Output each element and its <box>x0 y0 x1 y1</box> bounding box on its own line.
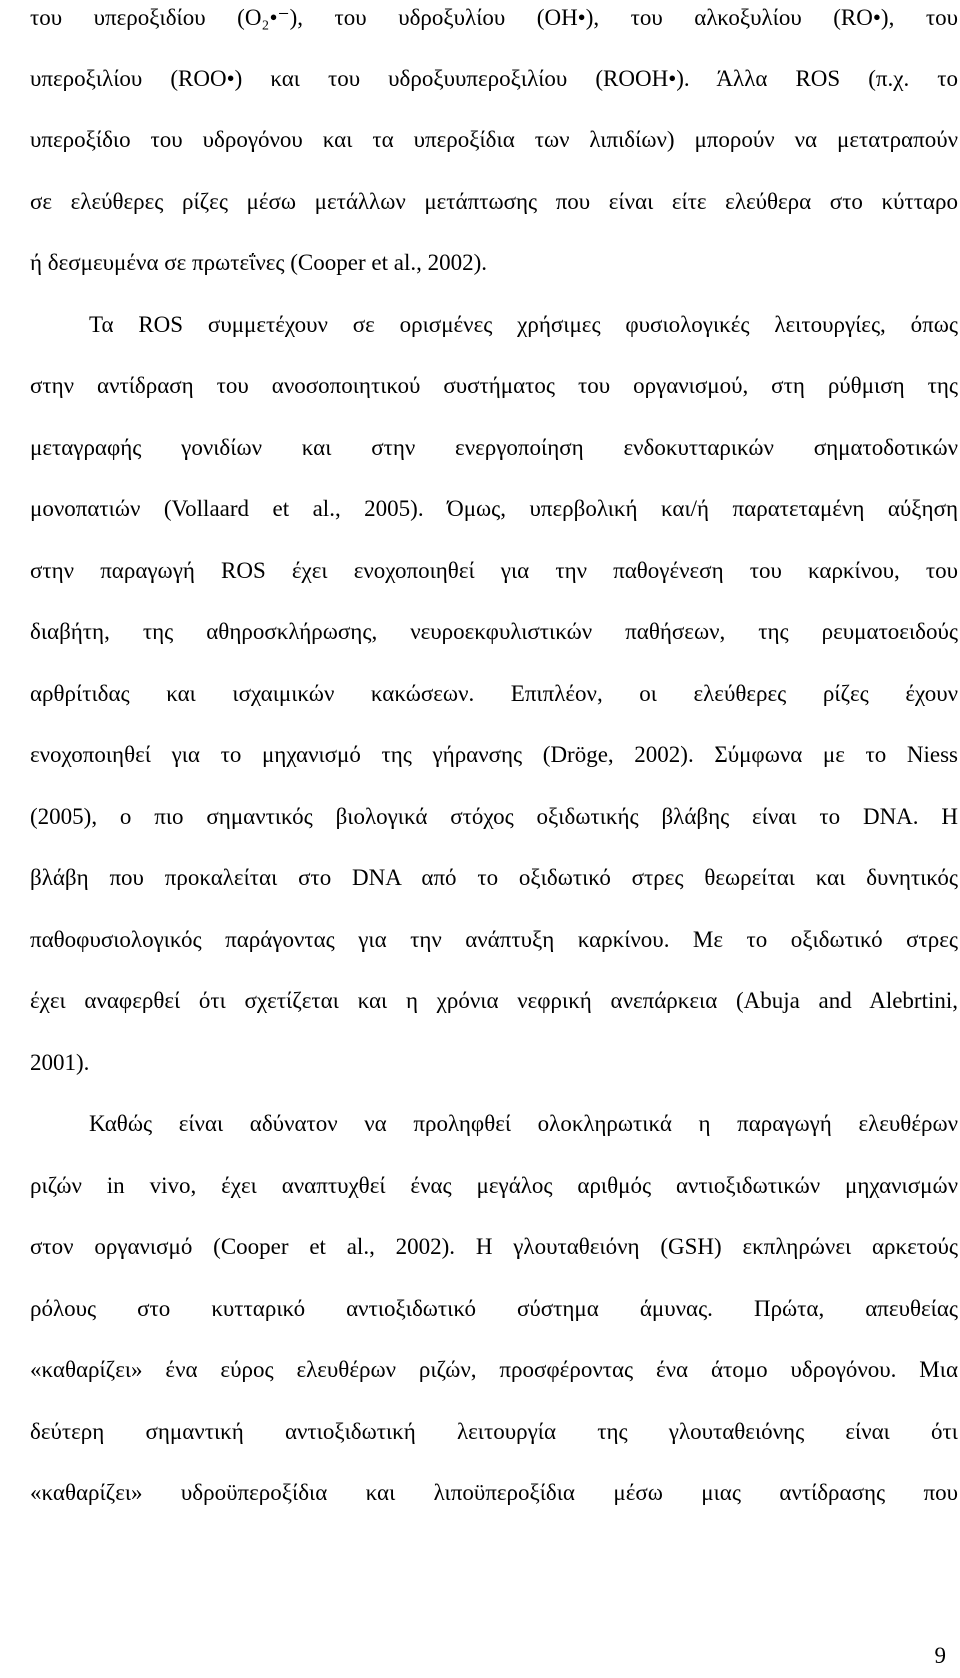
text-line: ή δεσμευμένα σε πρωτεΐνες (Cooper et al., 2002). <box>30 250 488 275</box>
text-line: σε ελεύθερες ρίζες μέσω μετάλλων μετάπτωσης που είναι είτε ελεύθερα στο κύτταρο <box>30 189 958 214</box>
text-line: στην αντίδραση του ανοσοποιητικού συστήματος του οργανισμού, στη ρύθμιση της <box>30 373 958 398</box>
text-line: δεύτερη σημαντική αντιοξιδωτική λειτουργία της γλουταθειόνης είναι ότι <box>30 1419 958 1444</box>
text-line: «καθαρίζει» υδροϋπεροξίδια και λιποϋπεροξίδια μέσω μιας αντίδρασης που <box>30 1480 958 1505</box>
text-line: έχει αναφερθεί ότι σχετίζεται και η χρόνια νεφρική ανεπάρκεια (Abuja and Alebrtini, <box>30 988 958 1013</box>
text-line: στην παραγωγή ROS έχει ενοχοποιηθεί για την παθογένεση του καρκίνου, του <box>30 558 958 583</box>
text-line: ενοχοποιηθεί για το μηχανισμό της γήρανσης (Dröge, 2002). Σύμφωνα με το Niess <box>30 742 958 767</box>
text-line: παθοφυσιολογικός παράγοντας για την ανάπτυξη καρκίνου. Με το οξιδωτικό στρες <box>30 927 958 952</box>
text-line: «καθαρίζει» ένα εύρος ελευθέρων ριζών, προσφέροντας ένα άτομο υδρογόνου. Μια <box>30 1357 958 1382</box>
text-line: στον οργανισμό (Cooper et al., 2002). Η γλουταθειόνη (GSH) εκπληρώνει αρκετούς <box>30 1234 958 1259</box>
text-line: υπεροξιλίου (ROO•) και του υδροξυυπεροξιλίου (ROOH•). Άλλα ROS (π.χ. το <box>30 66 958 91</box>
text-line: αρθρίτιδας και ισχαιμικών κακώσεων. Επιπλέον, οι ελεύθερες ρίζες έχουν <box>30 681 958 706</box>
text-line: μονοπατιών (Vollaard et al., 2005). Όμως, υπερβολική και/ή παρατεταμένη αύξηση <box>30 496 958 521</box>
text-line: Καθώς είναι αδύνατον να προληφθεί ολοκληρωτικά η παραγωγή ελευθέρων <box>89 1111 958 1136</box>
text-line: μεταγραφής γονιδίων και στην ενεργοποίηση ενδοκυτταρικών σηματοδοτικών <box>30 435 958 460</box>
text-line: 2001). <box>30 1050 90 1075</box>
text-line: Τα ROS συμμετέχουν σε ορισμένες χρήσιμες φυσιολογικές λειτουργίες, όπως <box>89 312 958 337</box>
text-line: (2005), ο πιο σημαντικός βιολογικά στόχος οξιδωτικής βλάβης είναι το DNA. Η <box>30 804 958 829</box>
text-line: υπεροξίδιο του υδρογόνου και τα υπεροξίδια των λιπιδίων) μπορούν να μετατραπούν <box>30 127 958 152</box>
text-line: ριζών in vivo, έχει αναπτυχθεί ένας μεγάλος αριθμός αντιοξιδωτικών μηχανισμών <box>30 1173 958 1198</box>
text-line: βλάβη που προκαλείται στο DNA από το οξιδωτικό στρες θεωρείται και δυνητικός <box>30 865 958 890</box>
text-line: ρόλους στο κυτταρικό αντιοξιδωτικό σύστημα άμυνας. Πρώτα, απευθείας <box>30 1296 958 1321</box>
text-line: διαβήτη, της αθηροσκλήρωσης, νευροεκφυλιστικών παθήσεων, της ρευματοειδούς <box>30 619 958 644</box>
text-line: του υπεροξιδίου (O₂•⁻), του υδροξυλίου (OH•), του αλκοξυλίου (RO•), του <box>30 5 958 30</box>
page-number: 9 <box>934 1643 946 1668</box>
